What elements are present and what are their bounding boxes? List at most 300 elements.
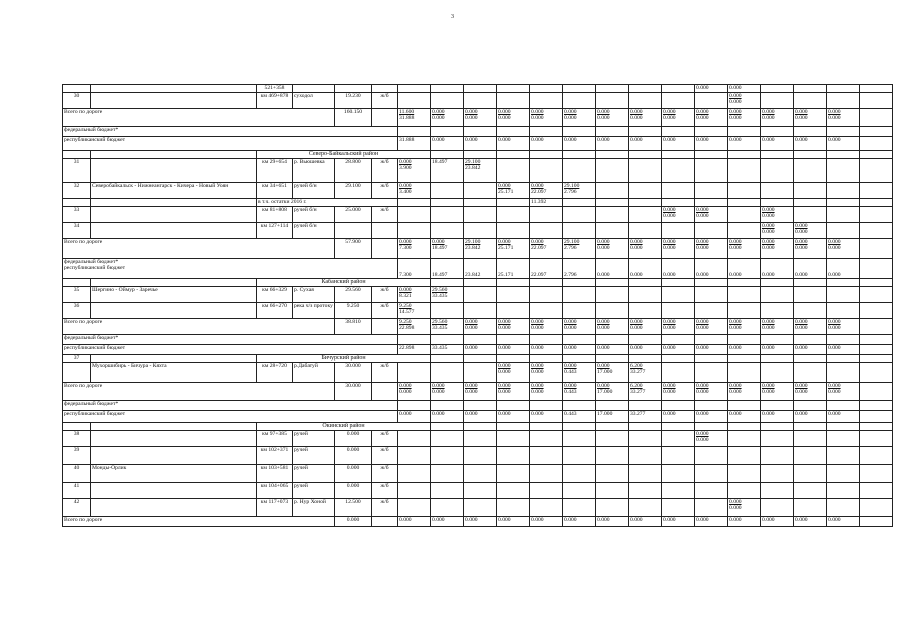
budget-label-republic: республиканский бюджет (64, 265, 126, 272)
empty-cell (372, 383, 398, 401)
value-cell (530, 159, 563, 183)
value-text: 0.000 (795, 517, 808, 523)
value-cell (398, 383, 431, 401)
value-text: 0.000 (498, 183, 511, 189)
value-cell (563, 223, 596, 239)
value-text: 6.200 (630, 383, 643, 389)
value-cell (827, 431, 860, 447)
value-cell (860, 287, 893, 303)
value-text: 0.000 (828, 245, 841, 252)
value-cell (530, 207, 563, 223)
value-cell (794, 483, 827, 499)
road-name: Монды-Орлик (91, 465, 257, 483)
value-text: 0.000 (531, 109, 544, 115)
value-cell (794, 447, 827, 465)
value-text: 0.000 (597, 109, 610, 115)
value-cell (464, 239, 497, 259)
budget-value (464, 127, 497, 137)
value-text: 0.000 (696, 85, 709, 91)
value-cell (431, 183, 464, 199)
value-text: 33.435 (432, 293, 448, 300)
value-text: 0.000 (498, 517, 511, 523)
length-value: 29.100 (335, 183, 372, 199)
kind-value (372, 85, 398, 93)
value-cell (464, 383, 497, 401)
value-text: 0.000 (795, 319, 808, 325)
empty-cell (464, 355, 497, 363)
km-position: км 103+581 (257, 465, 293, 483)
budget-label: федеральный бюджет* (63, 127, 398, 137)
budget-value (695, 127, 728, 137)
value-text: 0.000 (828, 109, 841, 115)
value-cell (695, 465, 728, 483)
budget-value: 0.000 (497, 411, 530, 423)
value-text: 33.277 (630, 369, 646, 376)
value-text: 0.000 (465, 325, 478, 332)
value-text: 0.000 (630, 325, 643, 332)
empty-cell (695, 279, 728, 287)
value-cell (530, 85, 563, 93)
value-text: 0.000 (828, 271, 841, 278)
km-position: км 127+114 (257, 223, 293, 239)
budget-value (596, 335, 629, 345)
budget-value: 0.000 (695, 137, 728, 151)
value-cell (497, 499, 530, 517)
value-text: 0.000 (531, 325, 544, 332)
value-cell (497, 207, 530, 223)
km-position: км 34+651 (257, 183, 293, 199)
value-text: 31.888 (399, 115, 415, 122)
value-text: 0.000 (663, 213, 676, 220)
value-cell (827, 85, 860, 93)
note-text: в т.ч. остатки 2016 г. (257, 199, 398, 207)
value-cell (728, 499, 761, 517)
budget-value: 0.000 (728, 411, 761, 423)
budget-value (794, 401, 827, 411)
value-cell (827, 287, 860, 303)
value-cell (860, 465, 893, 483)
value-text: 0.000 (696, 207, 709, 213)
value-text: 0.000 (729, 93, 742, 99)
road-name (91, 159, 257, 183)
value-text: 0.000 (465, 109, 478, 115)
kind-value: ж/б (372, 483, 398, 499)
empty-cell (596, 355, 629, 363)
budget-value (497, 259, 530, 279)
length-value: 0.000 (335, 483, 372, 499)
budget-value: 0.000 (662, 345, 695, 355)
value-cell (794, 465, 827, 483)
value-cell (761, 517, 794, 527)
empty-cell (761, 151, 794, 159)
value-cell (695, 319, 728, 335)
value-cell (431, 199, 464, 207)
budget-label: федеральный бюджет* (63, 401, 398, 411)
value-cell (497, 239, 530, 259)
value-cell (761, 483, 794, 499)
row-number (63, 423, 91, 431)
km-position: км 81+808 (257, 207, 293, 223)
object-name: р. Сухая (293, 287, 335, 303)
length-value: 12.500 (335, 499, 372, 517)
empty-cell (497, 423, 530, 431)
value-text: 0.000 (498, 115, 511, 122)
value-text: 0.000 (663, 207, 676, 213)
value-cell (431, 499, 464, 517)
value-cell (860, 319, 893, 335)
value-cell (497, 319, 530, 335)
budget-value (398, 401, 431, 411)
kind-value: ж/б (372, 363, 398, 383)
value-cell (827, 93, 860, 109)
value-text: 0.000 (663, 109, 676, 115)
budget-value (860, 259, 893, 279)
value-cell (728, 85, 761, 93)
object-name: ручей б/н (293, 223, 335, 239)
budget-value: 0.000 (431, 137, 464, 151)
value-cell (497, 159, 530, 183)
empty-cell (372, 319, 398, 335)
value-text: 0.000 (498, 363, 511, 369)
value-text: 29.100 (564, 239, 580, 245)
value-cell (662, 483, 695, 499)
value-cell (596, 207, 629, 223)
value-cell (596, 483, 629, 499)
value-cell (761, 465, 794, 483)
table-row (63, 447, 893, 465)
budget-value (563, 259, 596, 279)
value-cell (761, 93, 794, 109)
value-cell (530, 517, 563, 527)
road-name: Северобайкальск - Нижнеангарск - Кичера - Новый Уоян (91, 183, 257, 199)
budget-value (398, 259, 431, 279)
value-cell (464, 303, 497, 319)
value-cell (860, 207, 893, 223)
value-text: 0.000 (465, 389, 478, 396)
value-cell (398, 183, 431, 199)
value-text: 0.000 (432, 109, 445, 115)
row-number: 41 (63, 483, 91, 499)
road-name (91, 499, 257, 517)
value-text: 0.000 (498, 319, 511, 325)
value-cell (629, 239, 662, 259)
km-position: км 102+371 (257, 447, 293, 465)
value-text: 29.100 (465, 159, 481, 165)
budget-label-federal: федеральный бюджет* (64, 259, 119, 265)
value-cell (794, 499, 827, 517)
value-cell (464, 517, 497, 527)
value-cell (398, 363, 431, 383)
empty-cell (91, 279, 257, 287)
budget-value (464, 401, 497, 411)
value-cell: 11.392 (530, 199, 563, 207)
budget-value (629, 127, 662, 137)
value-cell (596, 109, 629, 127)
budget-value (497, 401, 530, 411)
budget-value (530, 335, 563, 345)
value-cell (794, 517, 827, 527)
object-name: р. Нур Хоной (293, 499, 335, 517)
empty-cell (431, 355, 464, 363)
value-cell (398, 303, 431, 319)
budget-value (464, 335, 497, 345)
value-cell (596, 499, 629, 517)
empty-cell (629, 279, 662, 287)
empty-cell (761, 279, 794, 287)
empty-cell (827, 151, 860, 159)
budget-value: 0.000 (596, 137, 629, 151)
budget-value (695, 401, 728, 411)
value-text: 17.000 (597, 389, 613, 396)
value-cell (761, 85, 794, 93)
value-text: 23.842 (465, 165, 481, 172)
empty-cell (761, 355, 794, 363)
value-cell (530, 93, 563, 109)
empty-cell (794, 355, 827, 363)
value-cell (695, 287, 728, 303)
length-value: 28.800 (335, 159, 372, 183)
value-cell (629, 199, 662, 207)
table-row (63, 401, 893, 411)
value-cell (596, 199, 629, 207)
budget-value (860, 345, 893, 355)
budget-value (827, 127, 860, 137)
value-text: 0.000 (696, 271, 709, 278)
value-cell (398, 483, 431, 499)
district-heading: Окинский район (257, 423, 431, 431)
table-row (63, 335, 893, 345)
value-cell (629, 465, 662, 483)
value-cell (860, 183, 893, 199)
value-cell (464, 183, 497, 199)
empty-cell (63, 199, 91, 207)
length-value: 9.250 (335, 303, 372, 319)
value-cell (662, 287, 695, 303)
table-row (63, 279, 893, 287)
budget-value (761, 335, 794, 345)
value-cell (794, 183, 827, 199)
value-text: 23.842 (465, 245, 481, 252)
value-text: 0.000 (399, 239, 412, 245)
budget-value (629, 335, 662, 345)
value-cell (563, 93, 596, 109)
district-heading: Кабанский район (257, 279, 431, 287)
value-text: 0.000 (564, 383, 577, 389)
empty-cell (91, 355, 257, 363)
empty-cell (728, 355, 761, 363)
value-cell (398, 109, 431, 127)
empty-cell (860, 151, 893, 159)
value-cell (794, 85, 827, 93)
value-cell (629, 287, 662, 303)
value-text: 0.000 (432, 383, 445, 389)
value-text: 33.435 (432, 325, 448, 332)
value-cell (398, 431, 431, 447)
value-cell (497, 363, 530, 383)
empty-cell (91, 199, 257, 207)
object-name: р.Дабатуй (293, 363, 335, 383)
value-cell (695, 223, 728, 239)
value-text: 0.000 (696, 437, 709, 444)
value-cell (761, 287, 794, 303)
value-text: 0.000 (795, 229, 808, 236)
value-text: 0.000 (498, 239, 511, 245)
value-cell (728, 109, 761, 127)
value-text: 0.000 (531, 239, 544, 245)
empty-cell (794, 423, 827, 431)
budget-value (695, 259, 728, 279)
empty-cell (662, 151, 695, 159)
value-text: 0.000 (828, 383, 841, 389)
value-cell (761, 319, 794, 335)
value-cell (728, 183, 761, 199)
value-cell (728, 159, 761, 183)
value-text: 0.000 (696, 325, 709, 332)
object-name: суходол (293, 93, 335, 109)
value-cell (530, 383, 563, 401)
value-cell (464, 109, 497, 127)
length-value (335, 85, 372, 93)
empty-cell (431, 423, 464, 431)
budget-value (761, 401, 794, 411)
value-text: 0.000 (432, 239, 445, 245)
value-cell (596, 303, 629, 319)
budget-value (860, 127, 893, 137)
value-cell (431, 93, 464, 109)
empty-cell (372, 109, 398, 127)
value-cell (662, 85, 695, 93)
value-cell (827, 363, 860, 383)
value-cell (497, 517, 530, 527)
row-number (63, 363, 91, 383)
value-text: 0.000 (564, 109, 577, 115)
value-text: 0.000 (597, 115, 610, 122)
value-text: 0.000 (696, 319, 709, 325)
value-text: 29.100 (564, 183, 580, 189)
value-cell (761, 183, 794, 199)
budget-value (497, 127, 530, 137)
value-text: 0.000 (762, 229, 775, 236)
budget-value (860, 411, 893, 423)
budget-value: 0.000 (497, 345, 530, 355)
budget-value (530, 127, 563, 137)
value-cell (596, 85, 629, 93)
value-cell (464, 159, 497, 183)
value-cell (629, 499, 662, 517)
value-cell (860, 517, 893, 527)
budget-value: 0.000 (464, 137, 497, 151)
value-text: 18.497 (432, 245, 448, 252)
road-name (91, 483, 257, 499)
value-cell (497, 447, 530, 465)
value-cell (464, 447, 497, 465)
value-cell (530, 363, 563, 383)
value-cell (431, 207, 464, 223)
empty-cell (629, 151, 662, 159)
value-text: 0.000 (795, 239, 808, 245)
empty-cell (464, 423, 497, 431)
value-cell (497, 431, 530, 447)
value-cell (530, 447, 563, 465)
empty-cell (91, 423, 257, 431)
budget-value: 0.000 (563, 137, 596, 151)
value-cell (629, 93, 662, 109)
empty-cell (629, 355, 662, 363)
value-text: 0.000 (531, 517, 544, 523)
value-cell (662, 363, 695, 383)
budget-value: 0.443 (563, 411, 596, 423)
value-text: 25.171 (498, 245, 514, 252)
value-text: 0.000 (597, 245, 610, 252)
table-row (63, 383, 893, 401)
value-cell (629, 85, 662, 93)
value-cell (827, 223, 860, 239)
value-cell (695, 207, 728, 223)
empty-cell (761, 423, 794, 431)
empty-cell (695, 423, 728, 431)
table-row (63, 199, 893, 207)
budget-value (530, 401, 563, 411)
value-text: 0.000 (564, 319, 577, 325)
total-label-text: Всего по дороге (64, 383, 103, 389)
value-cell (464, 199, 497, 207)
table-row (63, 239, 893, 259)
value-cell (497, 85, 530, 93)
value-text: 0.000 (762, 239, 775, 245)
budget-value: 0.000 (629, 137, 662, 151)
value-cell (530, 483, 563, 499)
value-cell (464, 287, 497, 303)
length-value (335, 223, 372, 239)
value-text: 0.000 (696, 213, 709, 220)
value-cell (662, 223, 695, 239)
value-text: 0.000 (795, 383, 808, 389)
value-cell (695, 431, 728, 447)
value-text: 0.000 (828, 115, 841, 122)
budget-value (431, 259, 464, 279)
value-cell (431, 447, 464, 465)
value-text: 0.000 (498, 389, 511, 396)
value-cell (761, 383, 794, 401)
value-text: 0.000 (630, 115, 643, 122)
value-cell (431, 517, 464, 527)
value-cell (629, 183, 662, 199)
value-text: 0.000 (795, 109, 808, 115)
empty-cell (596, 151, 629, 159)
value-cell (860, 109, 893, 127)
row-number: 31 (63, 159, 91, 183)
value-cell (695, 159, 728, 183)
km-position: км 117+073 (257, 499, 293, 517)
page-number: 3 (451, 14, 454, 20)
value-text: 0.000 (564, 325, 577, 332)
value-text: 0.000 (564, 517, 577, 523)
kind-value: ж/б (372, 465, 398, 483)
value-cell (629, 319, 662, 335)
row-number: 37 (63, 355, 91, 363)
value-cell (596, 465, 629, 483)
km-position: км 29+654 (257, 159, 293, 183)
budget-value: 0.000 (662, 411, 695, 423)
value-cell (497, 223, 530, 239)
value-cell (497, 465, 530, 483)
value-text: 0.000 (729, 85, 742, 91)
value-cell (530, 303, 563, 319)
value-cell (431, 483, 464, 499)
total-label-text: Всего по дороге (64, 517, 103, 523)
road-name (91, 447, 257, 465)
value-text: 0.000 (696, 389, 709, 396)
